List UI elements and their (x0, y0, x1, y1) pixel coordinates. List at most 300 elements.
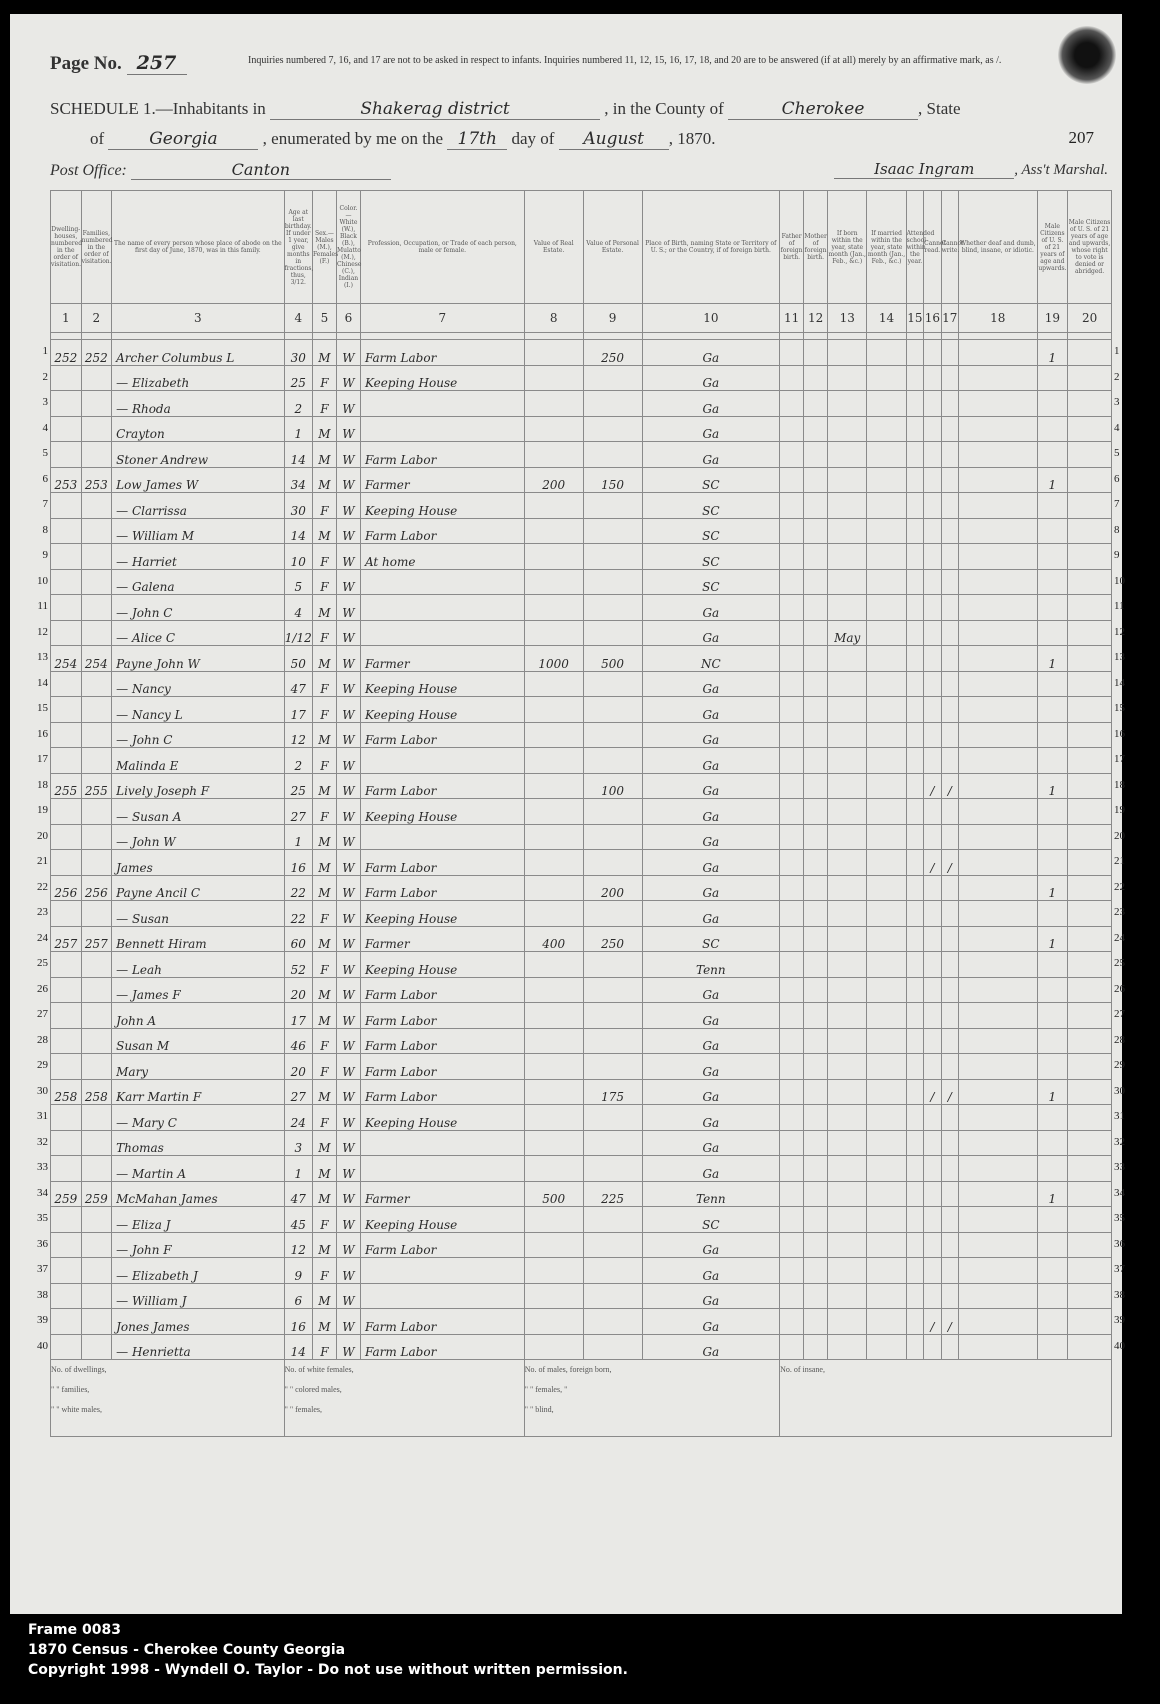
cell-empty (804, 569, 828, 595)
cell-empty (780, 773, 804, 799)
cell-birth: Ga (642, 595, 780, 621)
cell-sex: M (312, 977, 336, 1003)
cell-age: 20 (284, 1054, 312, 1080)
cell-name: — Nancy L (112, 697, 284, 723)
inquiry-note: Inquiries numbered 7, 16, and 17 are not to be asked in respect to infants. Inquiries numbered 11, 12, 15, 16, 17, 18, and 20 are to be answered (if at all) merely by an affirmative mark, as /. (248, 55, 1002, 66)
cell-name: Susan M (112, 1028, 284, 1054)
spacer-cell (112, 333, 284, 340)
line-number-right: 12 (1114, 625, 1125, 638)
cell-c19 (1037, 1156, 1068, 1182)
line-number-left: 35 (37, 1212, 48, 1225)
cell-color: W (336, 365, 360, 391)
cell-fam (81, 1258, 112, 1284)
cell-empty (804, 697, 828, 723)
cell-occ: Keeping House (360, 697, 524, 723)
schedule-line (50, 99, 961, 120)
cell-dw (51, 1054, 82, 1080)
cell-fam (81, 1003, 112, 1029)
column-number: 13 (828, 304, 867, 333)
cell-name: — James F (112, 977, 284, 1003)
cell-sex: F (312, 1028, 336, 1054)
column-number: 11 (780, 304, 804, 333)
cell-sex: M (312, 416, 336, 442)
cell-sex: M (312, 340, 336, 366)
cell-empty (867, 1156, 906, 1182)
cell-empty (1068, 467, 1112, 493)
cell-empty (804, 901, 828, 927)
spacer-cell (804, 333, 828, 340)
cell-name: — Martin A (112, 1156, 284, 1182)
caption-3: The name of every person whose place of abode on the first day of June, 1870, was in this family. (112, 191, 284, 304)
line-number-right: 27 (1114, 1008, 1125, 1021)
cell-c16 (924, 901, 941, 927)
cell-pers (583, 748, 642, 774)
cell-sex: M (312, 824, 336, 850)
cell-c17 (941, 1207, 958, 1233)
cell-c17 (941, 875, 958, 901)
cell-sex: M (312, 1079, 336, 1105)
cell-empty (867, 1334, 906, 1360)
cell-birth: SC (642, 926, 780, 952)
cell-empty (1068, 340, 1112, 366)
cell-empty (867, 646, 906, 672)
cell-name: — John W (112, 824, 284, 850)
cell-real (524, 773, 583, 799)
cell-sex: M (312, 595, 336, 621)
cell-age: 46 (284, 1028, 312, 1054)
cell-dw (51, 850, 82, 876)
cell-empty (780, 799, 804, 825)
cell-empty (867, 620, 906, 646)
cell-empty (780, 518, 804, 544)
summary-block-3 (524, 1360, 779, 1437)
cell-empty (780, 620, 804, 646)
cell-empty (959, 824, 1038, 850)
cell-dw (51, 569, 82, 595)
summary-dwellings: No. of dwellings, (51, 1365, 107, 1374)
cell-empty (804, 493, 828, 519)
cell-empty (804, 518, 828, 544)
cell-c17 (941, 1130, 958, 1156)
cell-empty (867, 977, 906, 1003)
cell-c16 (924, 1028, 941, 1054)
cell-sex: M (312, 773, 336, 799)
line-number-right: 40 (1114, 1339, 1125, 1352)
cell-real: 400 (524, 926, 583, 952)
cell-empty (867, 926, 906, 952)
cell-empty (906, 467, 923, 493)
cell-occ: Farm Labor (360, 442, 524, 468)
year-value: , 1870. (668, 129, 716, 148)
cell-empty (906, 1181, 923, 1207)
cell-empty (867, 1283, 906, 1309)
cell-age: 1 (284, 1156, 312, 1182)
cell-empty (867, 722, 906, 748)
cell-c19 (1037, 1258, 1068, 1284)
table-row (51, 1309, 1112, 1335)
cell-color: W (336, 1258, 360, 1284)
cell-empty (780, 391, 804, 417)
cell-empty (780, 977, 804, 1003)
cell-empty (780, 952, 804, 978)
cell-empty (906, 1258, 923, 1284)
cell-sex: M (312, 1156, 336, 1182)
cell-name: McMahan James (112, 1181, 284, 1207)
cell-occ: Farm Labor (360, 773, 524, 799)
cell-c16 (924, 544, 941, 570)
cell-empty (959, 1232, 1038, 1258)
cell-color: W (336, 977, 360, 1003)
cell-birth: Ga (642, 1309, 780, 1335)
cell-sex: M (312, 442, 336, 468)
cell-c19 (1037, 850, 1068, 876)
cell-c13 (828, 1309, 867, 1335)
cell-empty (1068, 824, 1112, 850)
cell-empty (780, 850, 804, 876)
census-sheet (10, 14, 1125, 1614)
cell-empty (906, 671, 923, 697)
cell-name: Payne John W (112, 646, 284, 672)
cell-real: 500 (524, 1181, 583, 1207)
cell-pers (583, 671, 642, 697)
cell-c17 (941, 1283, 958, 1309)
line-number-right: 5 (1114, 447, 1120, 460)
cell-occ (360, 1283, 524, 1309)
cell-sex: F (312, 1207, 336, 1233)
cell-empty (867, 544, 906, 570)
cell-c19 (1037, 1283, 1068, 1309)
line-number-right: 35 (1114, 1212, 1125, 1225)
cell-empty (867, 671, 906, 697)
cell-fam (81, 850, 112, 876)
cell-sex: F (312, 671, 336, 697)
spacer-cell (642, 333, 780, 340)
cell-empty (959, 850, 1038, 876)
cell-sex: M (312, 1003, 336, 1029)
cell-empty (867, 697, 906, 723)
cell-birth: SC (642, 493, 780, 519)
cell-empty (780, 416, 804, 442)
cell-fam (81, 442, 112, 468)
cell-fam (81, 1207, 112, 1233)
line-number-right: 14 (1114, 676, 1125, 689)
cell-pers (583, 1156, 642, 1182)
line-number-left: 22 (37, 880, 48, 893)
cell-c16 (924, 569, 941, 595)
cell-empty (867, 748, 906, 774)
cell-age: 12 (284, 1232, 312, 1258)
column-number: 19 (1037, 304, 1068, 333)
cell-age: 1 (284, 416, 312, 442)
cell-name: Payne Ancil C (112, 875, 284, 901)
cell-empty (906, 595, 923, 621)
cell-empty (906, 1130, 923, 1156)
cell-real (524, 595, 583, 621)
cell-age: 14 (284, 442, 312, 468)
cell-empty (1068, 697, 1112, 723)
cell-birth: Ga (642, 416, 780, 442)
cell-empty (867, 773, 906, 799)
cell-pers (583, 518, 642, 544)
cell-c19: 1 (1037, 1181, 1068, 1207)
line-number-right: 24 (1114, 931, 1125, 944)
cell-real (524, 824, 583, 850)
cell-empty (1068, 646, 1112, 672)
cell-color: W (336, 1207, 360, 1233)
table-row (51, 824, 1112, 850)
cell-empty (1068, 1309, 1112, 1335)
cell-c16 (924, 799, 941, 825)
cell-real (524, 1207, 583, 1233)
cell-fam (81, 1309, 112, 1335)
cell-pers (583, 391, 642, 417)
cell-dw: 257 (51, 926, 82, 952)
cell-dw (51, 1309, 82, 1335)
cell-real (524, 493, 583, 519)
cell-empty (804, 1334, 828, 1360)
cell-sex: F (312, 544, 336, 570)
cell-c16 (924, 391, 941, 417)
column-number: 16 (924, 304, 941, 333)
cell-c19 (1037, 824, 1068, 850)
cell-c16 (924, 1156, 941, 1182)
cell-dw: 255 (51, 773, 82, 799)
cell-empty (906, 1283, 923, 1309)
cell-real: 1000 (524, 646, 583, 672)
cell-pers (583, 442, 642, 468)
county-value: Cherokee (728, 99, 918, 120)
cell-c19: 1 (1037, 467, 1068, 493)
cell-empty (780, 1028, 804, 1054)
cell-c17 (941, 1232, 958, 1258)
cell-empty (906, 799, 923, 825)
cell-empty (959, 722, 1038, 748)
table-row (51, 1028, 1112, 1054)
cell-fam (81, 748, 112, 774)
cell-empty (959, 901, 1038, 927)
line-number-left: 39 (37, 1314, 48, 1327)
cell-c16 (924, 416, 941, 442)
cell-c13 (828, 926, 867, 952)
cell-empty (780, 1079, 804, 1105)
cell-occ: Farm Labor (360, 722, 524, 748)
cell-real (524, 1079, 583, 1105)
cell-empty (867, 1003, 906, 1029)
cell-fam (81, 1156, 112, 1182)
line-number-left: 15 (37, 702, 48, 715)
cell-empty (804, 926, 828, 952)
spacer-cell (81, 333, 112, 340)
cell-sex: M (312, 850, 336, 876)
cell-c13 (828, 671, 867, 697)
cell-empty (867, 1207, 906, 1233)
table-row (51, 518, 1112, 544)
cell-birth: SC (642, 518, 780, 544)
cell-pers (583, 1207, 642, 1233)
cell-pers (583, 1283, 642, 1309)
cell-c17 (941, 1156, 958, 1182)
cell-c17 (941, 722, 958, 748)
cell-fam (81, 824, 112, 850)
column-number: 2 (81, 304, 112, 333)
cell-empty (1068, 875, 1112, 901)
cell-fam (81, 1105, 112, 1131)
cell-pers (583, 697, 642, 723)
cell-pers (583, 620, 642, 646)
line-number-left: 12 (37, 625, 48, 638)
table-row (51, 1156, 1112, 1182)
summary-females: " " females, (284, 1405, 322, 1414)
cell-age: 12 (284, 722, 312, 748)
cell-occ: Farm Labor (360, 1054, 524, 1080)
caption-19: Male Citizens of U. S. of 21 years of age and upwards. (1037, 191, 1068, 304)
caption-18: Whether deaf and dumb, blind, insane, or idiotic. (959, 191, 1038, 304)
cell-real: 200 (524, 467, 583, 493)
line-number-left: 5 (42, 447, 48, 460)
cell-occ: Farm Labor (360, 1079, 524, 1105)
cell-name: Archer Columbus L (112, 340, 284, 366)
cell-c19: 1 (1037, 773, 1068, 799)
caption-16: Cannot read. (924, 191, 941, 304)
cell-fam: 256 (81, 875, 112, 901)
cell-empty (959, 340, 1038, 366)
cell-c13 (828, 1232, 867, 1258)
line-number-right: 19 (1114, 804, 1125, 817)
cell-empty (804, 1028, 828, 1054)
cell-age: 27 (284, 799, 312, 825)
cell-empty (780, 646, 804, 672)
cell-real (524, 340, 583, 366)
summary-block-2 (284, 1360, 524, 1437)
cell-c13 (828, 442, 867, 468)
cell-empty (780, 824, 804, 850)
summary-foreign-females: " " females, " (524, 1385, 568, 1394)
cell-c13 (828, 1054, 867, 1080)
cell-empty (959, 1003, 1038, 1029)
cell-fam: 255 (81, 773, 112, 799)
cell-fam: 252 (81, 340, 112, 366)
cell-empty (804, 671, 828, 697)
column-number-row (51, 304, 1112, 333)
table-row (51, 365, 1112, 391)
cell-empty (804, 850, 828, 876)
line-number-right: 17 (1114, 753, 1125, 766)
cell-c19 (1037, 1334, 1068, 1360)
post-office-value: Canton (131, 160, 391, 180)
table-row (51, 926, 1112, 952)
cell-c19 (1037, 1207, 1068, 1233)
summary-families: " " families, (51, 1385, 90, 1394)
line-number-left: 3 (42, 396, 48, 409)
cell-birth: Tenn (642, 952, 780, 978)
cell-real (524, 365, 583, 391)
cell-age: 4 (284, 595, 312, 621)
table-row (51, 722, 1112, 748)
cell-c17 (941, 646, 958, 672)
cell-pers (583, 824, 642, 850)
line-number-right: 18 (1114, 778, 1125, 791)
cell-name: Crayton (112, 416, 284, 442)
cell-pers: 150 (583, 467, 642, 493)
cell-empty (804, 1283, 828, 1309)
cell-fam (81, 391, 112, 417)
cell-empty (867, 901, 906, 927)
line-number-left: 28 (37, 1033, 48, 1046)
cell-fam: 253 (81, 467, 112, 493)
cell-c16 (924, 1207, 941, 1233)
cell-fam (81, 595, 112, 621)
cell-birth: Ga (642, 1105, 780, 1131)
cell-c16 (924, 1054, 941, 1080)
cell-pers (583, 416, 642, 442)
table-row (51, 1130, 1112, 1156)
cell-c19 (1037, 977, 1068, 1003)
cell-birth: SC (642, 544, 780, 570)
cell-fam (81, 799, 112, 825)
cell-empty (906, 493, 923, 519)
cell-color: W (336, 1028, 360, 1054)
cell-c17: / (941, 1079, 958, 1105)
cell-empty (1068, 416, 1112, 442)
cell-c17 (941, 1334, 958, 1360)
cell-empty (1068, 1232, 1112, 1258)
cell-color: W (336, 697, 360, 723)
cell-c16 (924, 722, 941, 748)
cell-dw (51, 620, 82, 646)
cell-empty (906, 850, 923, 876)
caption-8: Value of Real Estate. (524, 191, 583, 304)
cell-c17 (941, 416, 958, 442)
cell-empty (959, 1283, 1038, 1309)
cell-dw (51, 671, 82, 697)
cell-occ: Keeping House (360, 365, 524, 391)
caption-7: Profession, Occupation, or Trade of each person, male or female. (360, 191, 524, 304)
cell-sex: M (312, 1283, 336, 1309)
cell-empty (867, 875, 906, 901)
cell-occ: Keeping House (360, 493, 524, 519)
cell-sex: F (312, 1334, 336, 1360)
line-number-right: 23 (1114, 906, 1125, 919)
cell-empty (1068, 1130, 1112, 1156)
cell-pers: 100 (583, 773, 642, 799)
cell-c17 (941, 952, 958, 978)
cell-age: 2 (284, 391, 312, 417)
cell-fam (81, 569, 112, 595)
cell-c13 (828, 1028, 867, 1054)
line-number-right: 13 (1114, 651, 1125, 664)
cell-color: W (336, 493, 360, 519)
cell-c17 (941, 1003, 958, 1029)
cell-pers (583, 569, 642, 595)
caption-2: Families, numbered in the order of visitation. (81, 191, 112, 304)
cell-dw (51, 977, 82, 1003)
cell-c16 (924, 646, 941, 672)
cell-fam (81, 671, 112, 697)
cell-color: W (336, 595, 360, 621)
footer-title: 1870 Census - Cherokee County Georgia (28, 1642, 346, 1658)
cell-c13 (828, 1156, 867, 1182)
line-number-right: 21 (1114, 855, 1125, 868)
column-number: 6 (336, 304, 360, 333)
cell-occ: Keeping House (360, 952, 524, 978)
cell-c19 (1037, 493, 1068, 519)
cell-c16 (924, 365, 941, 391)
cell-c16 (924, 1105, 941, 1131)
line-number-right: 34 (1114, 1186, 1125, 1199)
table-row (51, 977, 1112, 1003)
cell-c16 (924, 1130, 941, 1156)
cell-empty (867, 391, 906, 417)
